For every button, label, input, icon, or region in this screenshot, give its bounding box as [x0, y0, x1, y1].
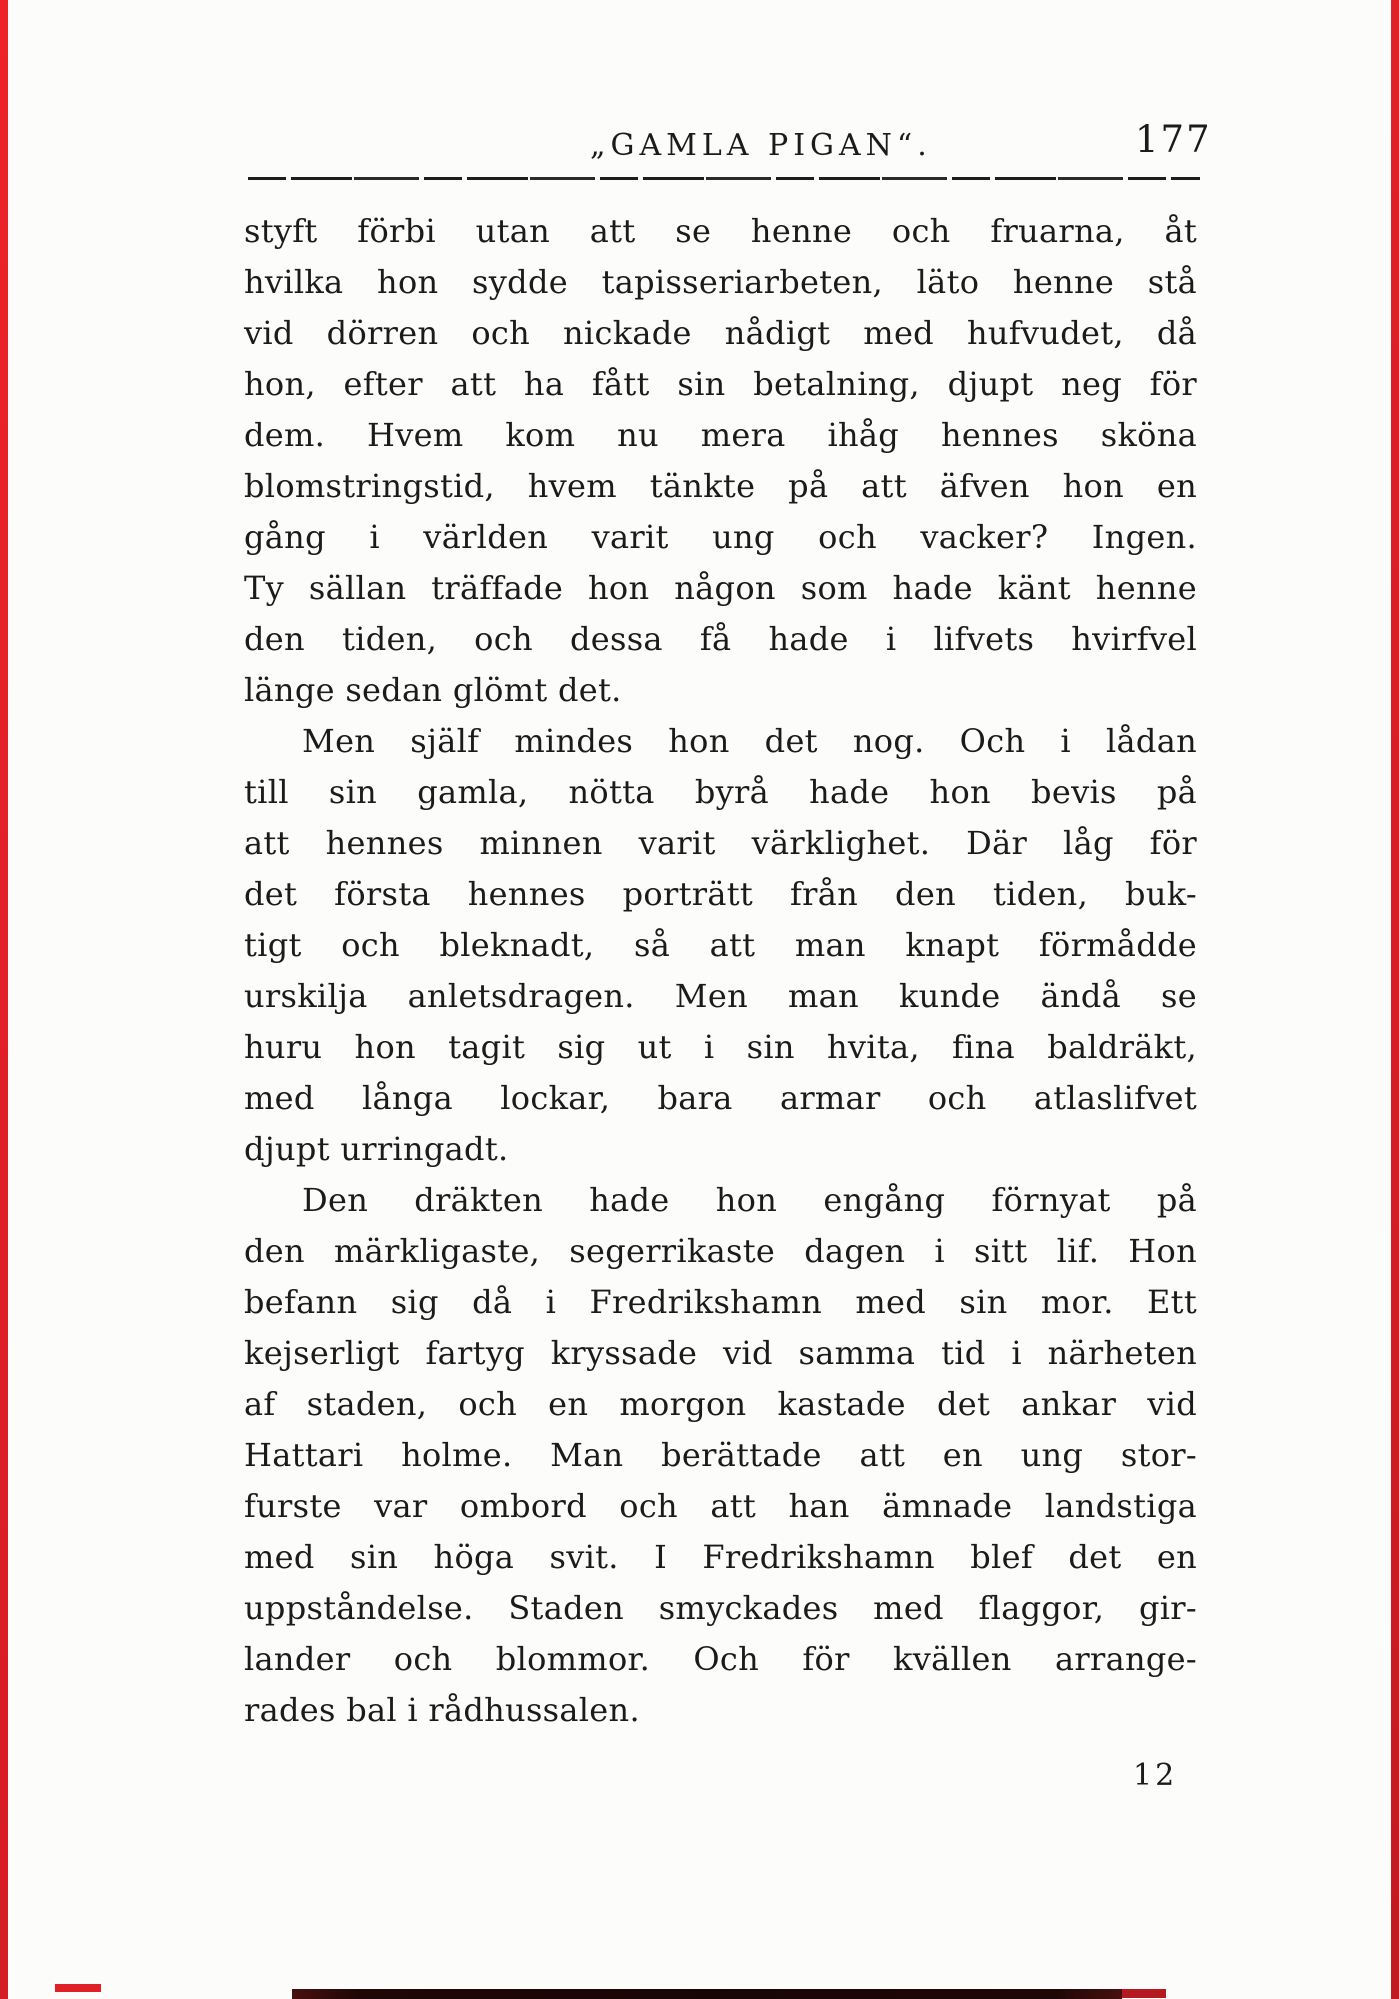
- text-line: med sin höga svit. I Fredrikshamn blef det en: [244, 1538, 1197, 1576]
- text-line: djupt urringadt.: [244, 1130, 509, 1168]
- text-line: att hennes minnen varit värklighet. Där låg för: [244, 824, 1197, 862]
- text-line: Hattari holme. Man berättade att en ung stor-: [244, 1436, 1197, 1474]
- text-line: till sin gamla, nötta byrå hade hon bevis på: [244, 773, 1197, 811]
- scan-edge-left-bar: [0, 0, 8, 1999]
- text-line: hon, efter att ha fått sin betalning, djupt neg för: [244, 365, 1197, 403]
- text-line: den märkligaste, segerrikaste dagen i sitt lif. Hon: [244, 1232, 1197, 1270]
- header-rule: [248, 177, 1200, 180]
- signature-number: 12: [1133, 1758, 1178, 1793]
- text-line: rades bal i rådhussalen.: [244, 1691, 640, 1729]
- scan-mark-bottom-right: [1122, 1989, 1166, 1998]
- text-block: [244, 206, 1197, 1736]
- text-line: styft förbi utan att se henne och fruarna, åt: [244, 212, 1197, 250]
- scan-bottom-dark-strip: [292, 1989, 1122, 1999]
- text-line: gång i världen varit ung och vacker? Ingen.: [244, 518, 1197, 556]
- text-line: med långa lockar, bara armar och atlaslifvet: [244, 1079, 1197, 1117]
- text-line: Den dräkten hade hon engång förnyat på: [302, 1181, 1197, 1219]
- text-line: den tiden, och dessa få hade i lifvets hvirfvel: [244, 620, 1197, 658]
- text-line: det första hennes porträtt från den tiden, buk-: [244, 875, 1197, 913]
- text-line: uppståndelse. Staden smyckades med flaggor, gir-: [244, 1589, 1197, 1627]
- text-line: Ty sällan träffade hon någon som hade känt henne: [244, 569, 1197, 607]
- text-line: dem. Hvem kom nu mera ihåg hennes sköna: [244, 416, 1197, 454]
- running-title: „GAMLA PIGAN“.: [590, 128, 932, 163]
- text-line: huru hon tagit sig ut i sin hvita, fina baldräkt,: [244, 1028, 1197, 1066]
- text-line: furste var ombord och att han ämnade landstiga: [244, 1487, 1197, 1525]
- text-line: kejserligt fartyg kryssade vid samma tid i närheten: [244, 1334, 1197, 1372]
- text-line: af staden, och en morgon kastade det ankar vid: [244, 1385, 1197, 1423]
- text-line: blomstringstid, hvem tänkte på att äfven hon en: [244, 467, 1197, 505]
- text-line: befann sig då i Fredrikshamn med sin mor. Ett: [244, 1283, 1197, 1321]
- text-line: vid dörren och nickade nådigt med hufvudet, då: [244, 314, 1197, 352]
- text-line: länge sedan glömt det.: [244, 671, 622, 709]
- text-line: lander och blommor. Och för kvällen arrange-: [244, 1640, 1197, 1678]
- text-line: Men själf mindes hon det nog. Och i lådan: [302, 722, 1197, 760]
- page-number: 177: [1135, 118, 1212, 161]
- text-line: urskilja anletsdragen. Men man kunde ändå se: [244, 977, 1197, 1015]
- scan-mark-bottom-left: [55, 1984, 101, 1992]
- text-line: tigt och bleknadt, så att man knapt förmådde: [244, 926, 1197, 964]
- scan-edge-right-bar: [1391, 0, 1399, 1999]
- text-line: hvilka hon sydde tapisseriarbeten, läto henne stå: [244, 263, 1197, 301]
